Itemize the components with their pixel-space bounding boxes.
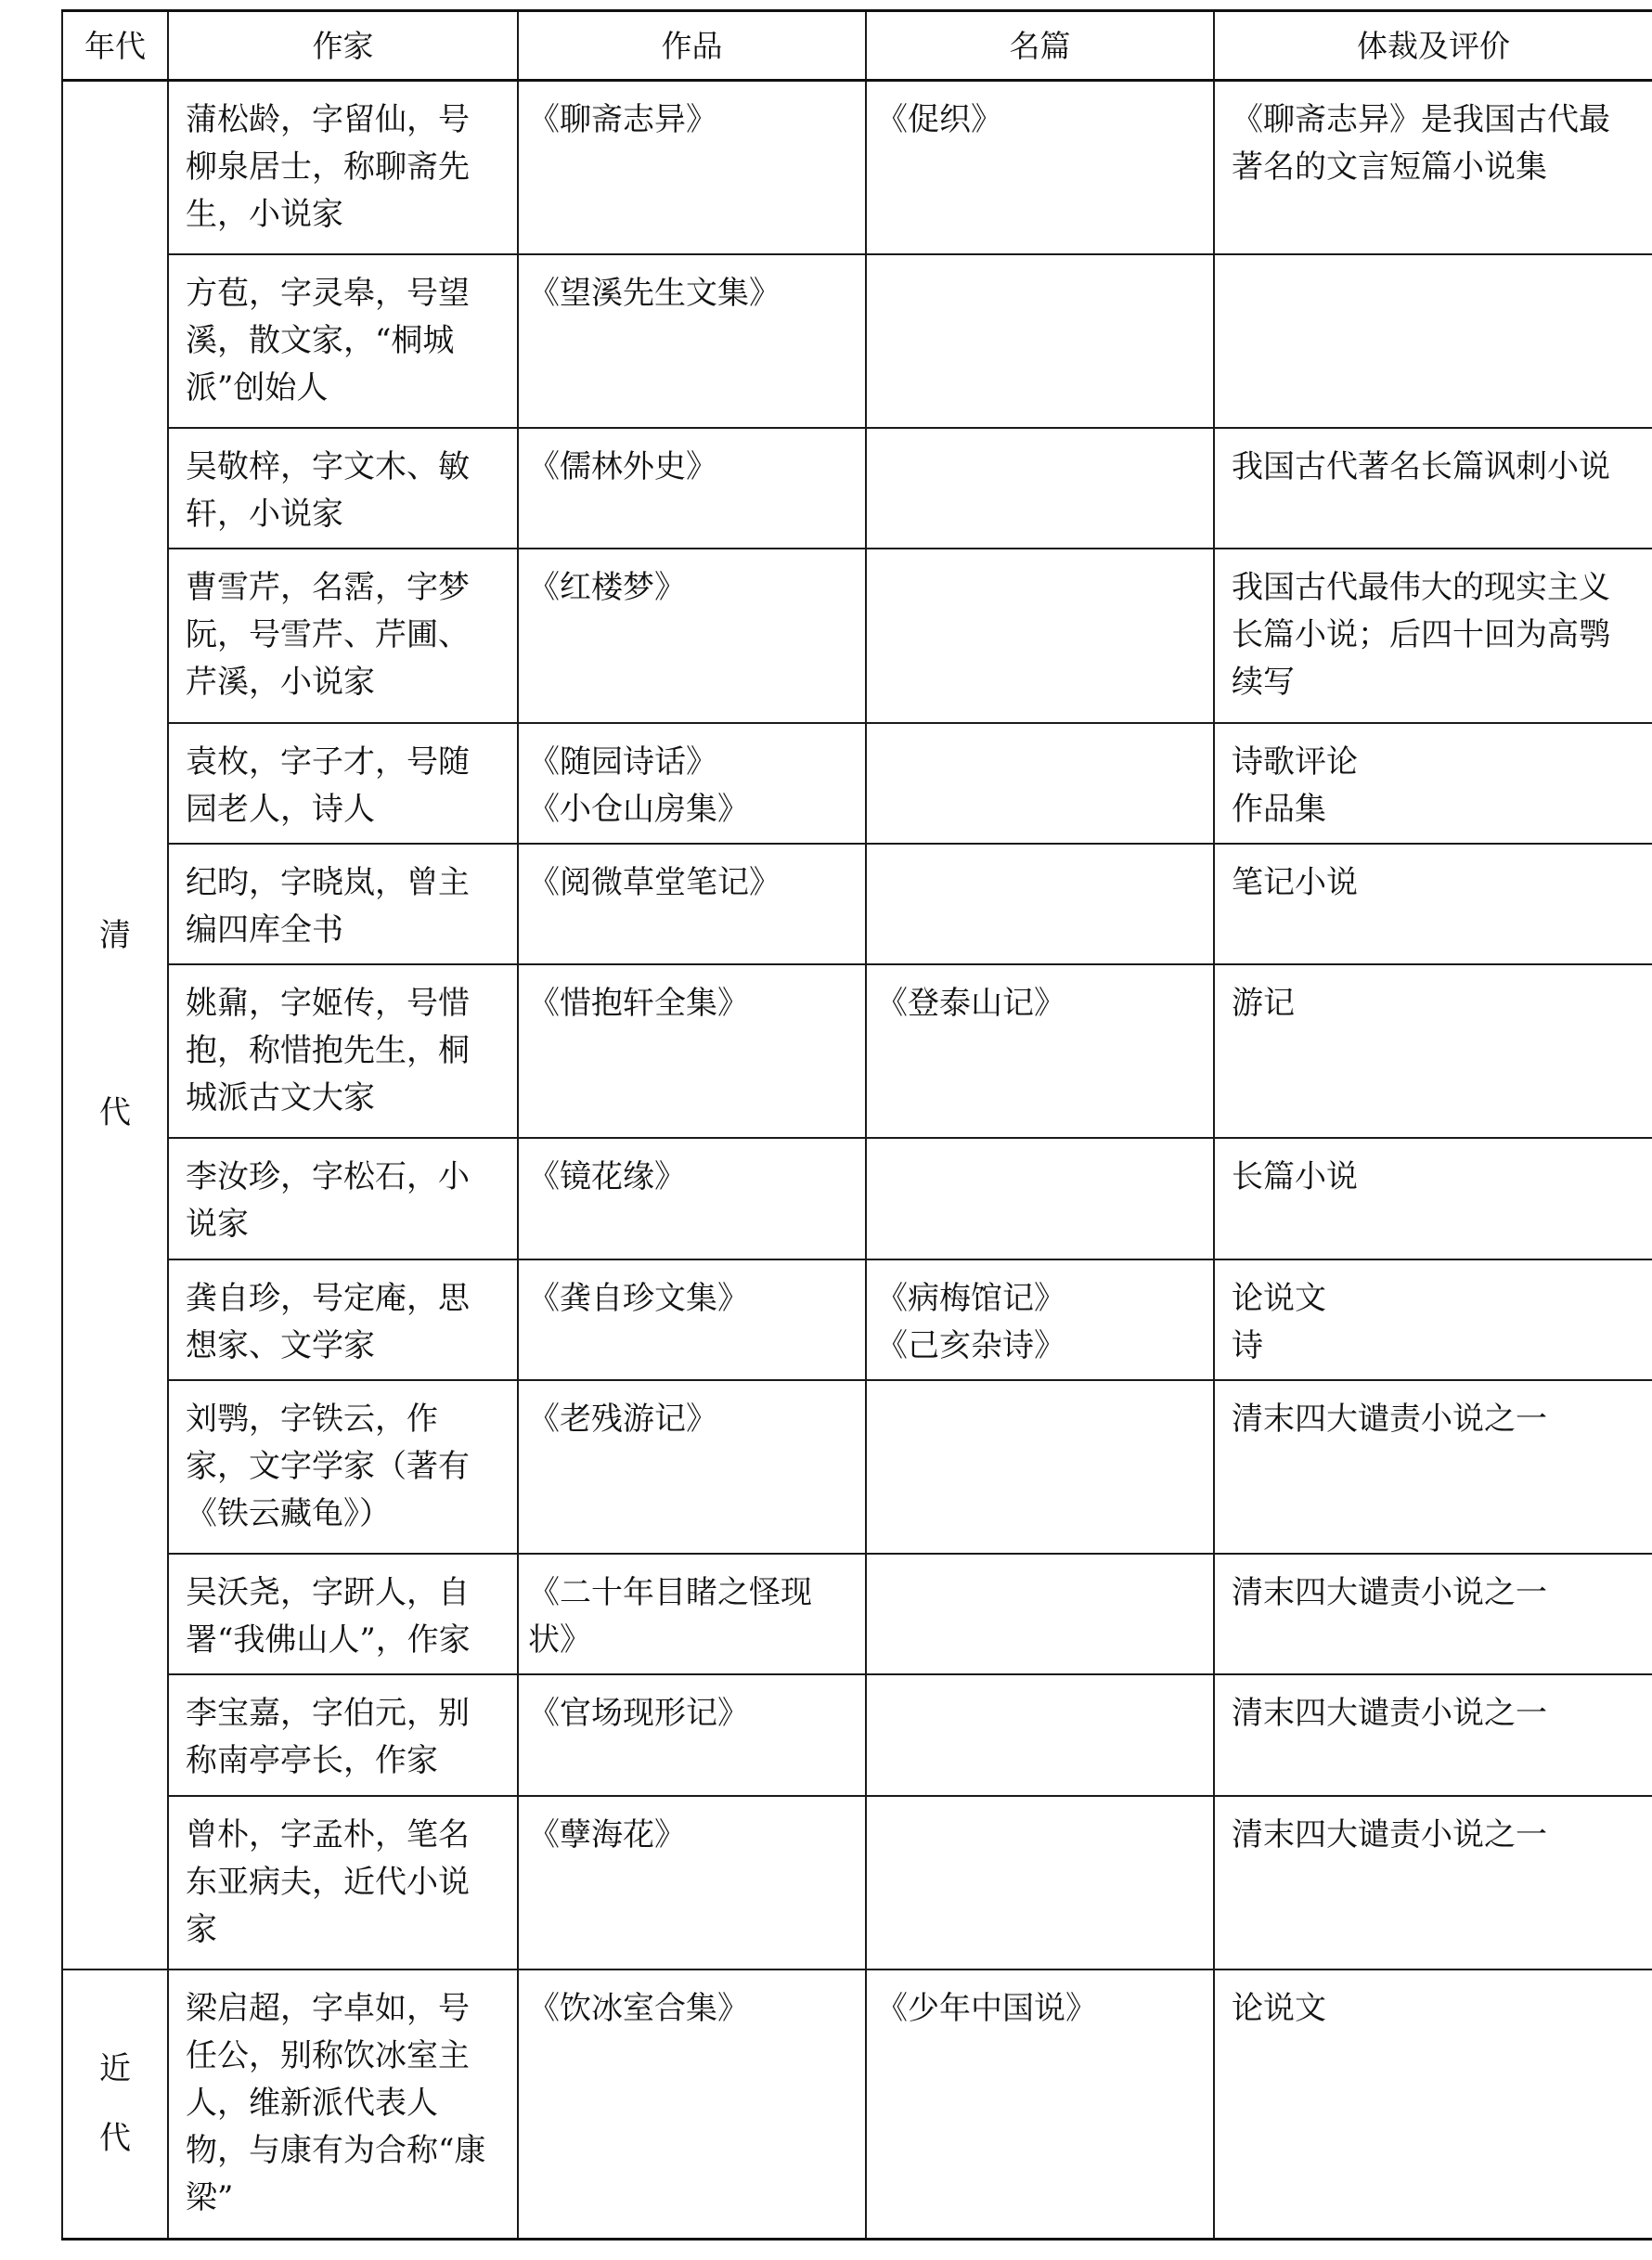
genre-cell-line: 清末四大谴责小说之一 bbox=[1232, 1400, 1547, 1438]
works-cell-line: 《红楼梦》 bbox=[528, 569, 686, 607]
genre-cell-line: 我国古代最伟大的现实主义长篇小说；后四十回为高鹗续写 bbox=[1232, 569, 1610, 702]
genre-cell-line: 游记 bbox=[1232, 985, 1295, 1023]
famous-title-cell bbox=[866, 549, 1214, 722]
works-cell-line: 《龚自珍文集》 bbox=[528, 1279, 749, 1317]
era-char: 代 bbox=[99, 2119, 131, 2157]
genre-cell bbox=[1214, 428, 1652, 549]
famous-title-cell bbox=[866, 428, 1214, 549]
works-cell bbox=[518, 1554, 866, 1674]
table-row bbox=[62, 1969, 1652, 2240]
genre-cell-line: 清末四大谴责小说之一 bbox=[1232, 1815, 1547, 1853]
author-cell: 方苞，字灵皋，号望溪，散文家，“桐城派”创始人 bbox=[168, 254, 518, 428]
famous-title-cell bbox=[866, 254, 1214, 428]
author-cell: 龚自珍，号定庵，思想家、文学家 bbox=[168, 1259, 518, 1380]
works-cell-line: 《小仓山房集》 bbox=[528, 790, 749, 828]
works-cell bbox=[518, 1674, 866, 1795]
genre-cell bbox=[1214, 1259, 1652, 1380]
era-char: 代 bbox=[99, 1094, 131, 1132]
table-row bbox=[62, 428, 1652, 549]
author-cell: 李汝珍，字松石，小说家 bbox=[168, 1138, 518, 1259]
era-char: 清 bbox=[99, 917, 131, 955]
genre-cell bbox=[1214, 1796, 1652, 1969]
author-cell: 刘鹗，字铁云，作家，文字学家（著有《铁云藏龟》） bbox=[168, 1380, 518, 1554]
author-cell: 梁启超，字卓如，号任公，别称饮冰室主人，维新派代表人物，与康有为合称“康梁” bbox=[168, 1969, 518, 2240]
genre-cell bbox=[1214, 254, 1652, 428]
header-era: 年代 bbox=[62, 11, 168, 81]
works-cell bbox=[518, 964, 866, 1138]
famous-title-cell bbox=[866, 1259, 1214, 1380]
author-cell: 曾朴，字孟朴，笔名东亚病夫，近代小说家 bbox=[168, 1796, 518, 1969]
works-cell bbox=[518, 1138, 866, 1259]
era-cell bbox=[62, 1969, 168, 2240]
genre-cell bbox=[1214, 1969, 1652, 2240]
author-cell: 李宝嘉，字伯元，别称南亭亭长，作家 bbox=[168, 1674, 518, 1795]
works-cell bbox=[518, 254, 866, 428]
header-row bbox=[62, 11, 1652, 81]
genre-cell bbox=[1214, 1674, 1652, 1795]
author-cell: 曹雪芹，名霑，字梦阮，号雪芹、芹圃、芹溪，小说家 bbox=[168, 549, 518, 722]
table-row bbox=[62, 1138, 1652, 1259]
table-row bbox=[62, 1674, 1652, 1795]
genre-cell-line: 我国古代著名长篇讽刺小说 bbox=[1232, 448, 1610, 486]
header-famous-titles: 名篇 bbox=[866, 11, 1214, 81]
famous-title-cell bbox=[866, 1674, 1214, 1795]
works-cell-line: 《随园诗话》 bbox=[528, 743, 717, 781]
author-cell: 吴敬梓，字文木、敏轩，小说家 bbox=[168, 428, 518, 549]
genre-cell bbox=[1214, 549, 1652, 722]
works-cell bbox=[518, 1796, 866, 1969]
genre-cell-line: 论说文 bbox=[1232, 1279, 1326, 1317]
table-row bbox=[62, 1554, 1652, 1674]
author-cell: 吴沃尧，字趼人，自署“我佛山人”，作家 bbox=[168, 1554, 518, 1674]
works-cell-line: 《二十年目睹之怪现状》 bbox=[528, 1574, 812, 1659]
famous-title-cell bbox=[866, 1554, 1214, 1674]
works-cell bbox=[518, 1380, 866, 1554]
author-cell: 袁枚，字子才，号随园老人，诗人 bbox=[168, 723, 518, 844]
table-row bbox=[62, 254, 1652, 428]
famous-title-cell bbox=[866, 964, 1214, 1138]
genre-cell-line: 清末四大谴责小说之一 bbox=[1232, 1695, 1547, 1733]
famous-title-cell-line: 《少年中国说》 bbox=[876, 1989, 1097, 2027]
table-row bbox=[62, 723, 1652, 844]
famous-title-cell bbox=[866, 1969, 1214, 2240]
header-genre-evaluation: 体裁及评价 bbox=[1214, 11, 1652, 81]
famous-title-cell-line: 《病梅馆记》 bbox=[876, 1279, 1065, 1317]
works-cell bbox=[518, 723, 866, 844]
table-row bbox=[62, 1796, 1652, 1969]
works-cell bbox=[518, 1259, 866, 1380]
famous-title-cell bbox=[866, 723, 1214, 844]
works-cell-line: 《聊斋志异》 bbox=[528, 101, 717, 138]
table-row bbox=[62, 81, 1652, 254]
works-cell-line: 《惜抱轩全集》 bbox=[528, 985, 749, 1023]
author-cell: 纪昀，字晓岚，曾主编四库全书 bbox=[168, 844, 518, 964]
era-char: 近 bbox=[99, 2049, 131, 2087]
genre-cell-line: 论说文 bbox=[1232, 1989, 1326, 2027]
works-cell-line: 《望溪先生文集》 bbox=[528, 274, 781, 312]
genre-cell bbox=[1214, 723, 1652, 844]
famous-title-cell bbox=[866, 1796, 1214, 1969]
genre-cell bbox=[1214, 844, 1652, 964]
author-cell: 蒲松龄，字留仙，号柳泉居士，称聊斋先生，小说家 bbox=[168, 81, 518, 254]
genre-cell-line: 《聊斋志异》是我国古代最著名的文言短篇小说集 bbox=[1232, 101, 1610, 186]
genre-cell-line: 诗歌评论 bbox=[1232, 743, 1358, 781]
works-cell bbox=[518, 428, 866, 549]
famous-title-cell bbox=[866, 1138, 1214, 1259]
works-cell-line: 《阅微草堂笔记》 bbox=[528, 863, 781, 901]
era-cell bbox=[62, 81, 168, 1969]
famous-title-cell-line: 《促织》 bbox=[876, 101, 1002, 138]
famous-title-cell bbox=[866, 1380, 1214, 1554]
table-body bbox=[62, 81, 1652, 2240]
works-cell-line: 《孽海花》 bbox=[528, 1815, 686, 1853]
genre-cell-line: 清末四大谴责小说之一 bbox=[1232, 1574, 1547, 1612]
famous-title-cell bbox=[866, 844, 1214, 964]
works-cell-line: 《官场现形记》 bbox=[528, 1695, 749, 1733]
works-cell-line: 《老残游记》 bbox=[528, 1400, 717, 1438]
genre-cell bbox=[1214, 1138, 1652, 1259]
works-cell bbox=[518, 81, 866, 254]
genre-cell bbox=[1214, 964, 1652, 1138]
genre-cell bbox=[1214, 81, 1652, 254]
genre-cell-line: 诗 bbox=[1232, 1326, 1263, 1364]
genre-cell-line: 作品集 bbox=[1232, 790, 1326, 828]
header-author: 作家 bbox=[168, 11, 518, 81]
works-cell-line: 《镜花缘》 bbox=[528, 1158, 686, 1196]
header-works: 作品 bbox=[518, 11, 866, 81]
literature-table bbox=[61, 9, 1652, 2241]
works-cell bbox=[518, 1969, 866, 2240]
famous-title-cell-line: 《己亥杂诗》 bbox=[876, 1326, 1065, 1364]
table-row bbox=[62, 549, 1652, 722]
table-row bbox=[62, 964, 1652, 1138]
genre-cell bbox=[1214, 1554, 1652, 1674]
table-row bbox=[62, 1259, 1652, 1380]
famous-title-cell-line: 《登泰山记》 bbox=[876, 985, 1065, 1023]
works-cell-line: 《饮冰室合集》 bbox=[528, 1989, 749, 2027]
famous-title-cell bbox=[866, 81, 1214, 254]
author-cell: 姚鼐，字姬传，号惜抱，称惜抱先生，桐城派古文大家 bbox=[168, 964, 518, 1138]
genre-cell-line: 长篇小说 bbox=[1232, 1158, 1358, 1196]
genre-cell bbox=[1214, 1380, 1652, 1554]
works-cell bbox=[518, 549, 866, 722]
works-cell-line: 《儒林外史》 bbox=[528, 448, 717, 486]
genre-cell-line: 笔记小说 bbox=[1232, 863, 1358, 901]
table-row bbox=[62, 844, 1652, 964]
table-row bbox=[62, 1380, 1652, 1554]
works-cell bbox=[518, 844, 866, 964]
